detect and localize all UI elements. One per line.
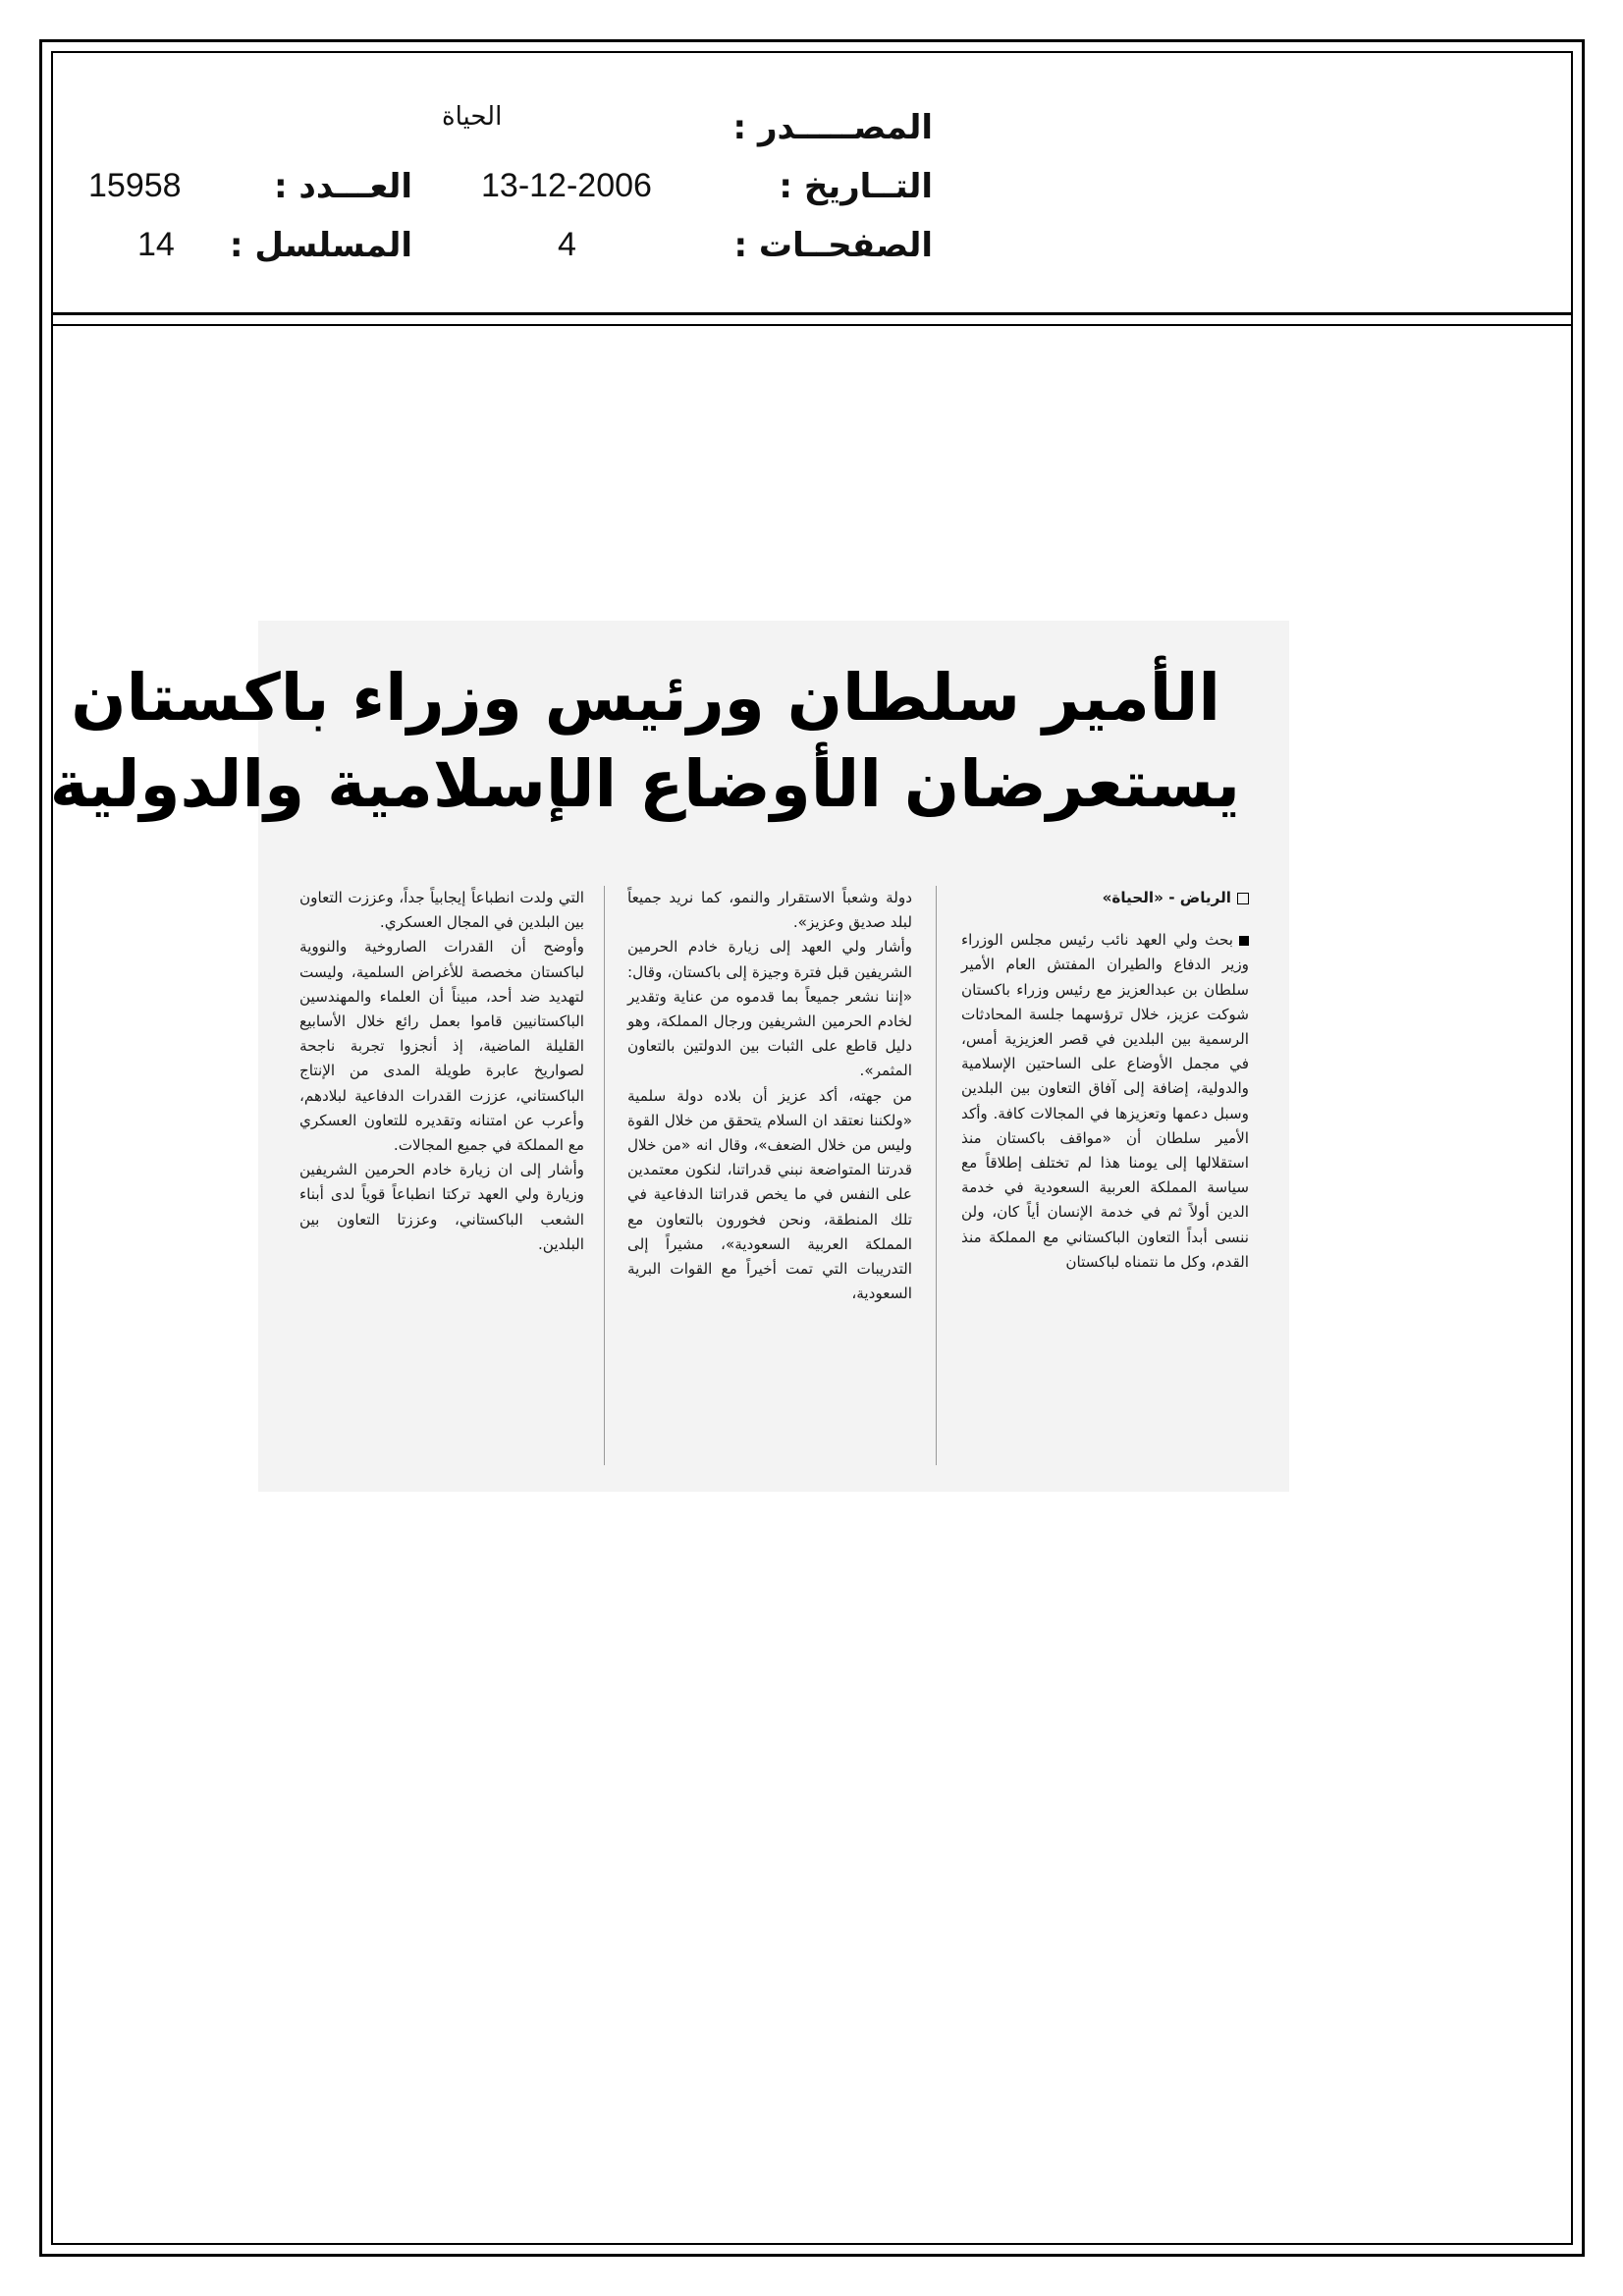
date-value: 13-12-2006	[481, 167, 652, 204]
article-column-1	[961, 886, 1249, 1275]
article-column-3	[299, 886, 584, 1257]
column-2-paragraph-3: من جهته، أكد عزيز أن بلاده دولة سلمية «ولكننا نعتقد ان السلام يتحقق من خلال القوة وليس من خلال الضعف»، وقال انه «من خلال قدرتنا المتواضعة نبني قدراتنا، لنكون معتمدين على النفس في ما يخص قدراتنا الدفاعية في تلك المنطقة، ونحن فخورون بالتعاون مع المملكة العربية السعودية»، مشيراً إلى التدريبات التي تمت أخيراً مع القوات البرية السعودية،	[627, 1086, 912, 1303]
issue-label: العـــدد :	[274, 167, 412, 206]
pages-label: الصفحــات :	[733, 226, 933, 265]
serial-label: المسلسل :	[229, 226, 412, 265]
column-2-paragraph-1: دولة وشعباً الاستقرار والنمو، كما نريد جميعاً لبلد صديق وعزيز».	[627, 889, 912, 932]
column-2-paragraph-2: وأشار ولي العهد إلى زيارة خادم الحرمين الشريفين قبل فترة وجيزة إلى باكستان، وقال: «إننا نشعر جميعاً بما قدموه من عناية وتقدير لخادم الحرمين الشريفين ورجال المملكة، وهو دليل قاطع على الثبات بين الدولتين بالتعاون المثمر».	[627, 938, 912, 1080]
news-clipping	[49, 621, 1289, 1492]
byline: الرياض - «الحياة»	[1102, 889, 1231, 906]
column-divider	[604, 886, 605, 1465]
source-value: الحياة	[442, 102, 503, 132]
column-3-paragraph-2: وأوضح أن القدرات الصاروخية والنووية لباكستان مخصصة للأغراض السلمية، وليست لتهديد ضد أحد، مبيناً أن العلماء والمهندسين الباكستانيين قاموا بعمل رائع خلال الأسابيع القليلة الماضية، إذ أنجزوا تجربة ناجحة لصواريخ عابرة طويلة المدى من الإنتاج الباكستاني، عززت القدرات الدفاعية لبلادهم، وأعرب عن امتنانه وتقديره للتعاون العسكري مع المملكة في جميع المجالات.	[299, 938, 584, 1155]
headline-line-1: الأمير سلطان ورئيس وزراء باكستان	[71, 660, 1220, 736]
date-label: التــاريخ :	[779, 167, 933, 206]
column-divider	[936, 886, 937, 1465]
article-column-2	[627, 886, 912, 1306]
square-bullet-icon	[1239, 936, 1249, 946]
header-divider	[51, 312, 1573, 315]
serial-value: 14	[137, 226, 175, 263]
column-1-text: بحث ولي العهد نائب رئيس مجلس الوزراء وزير الدفاع والطيران المفتش العام الأمير سلطان بن عبدالعزيز مع رئيس وزراء باكستان شوكت عزيز، خلال ترؤسهما جلسة المحادثات الرسمية بين البلدين في قصر العزيزية أمس، في مجمل الأوضاع على الساحتين الإسلامية والدولية، إضافة إلى آفاق التعاون بين البلدين وسبل دعمها وتعزيزها في المجالات كافة. وأكد الأمير سلطان أن «مواقف باكستان منذ استقلالها إلى يومنا هذا لم تختلف إطلاقاً مع سياسة المملكة العربية السعودية في خدمة الدين أولاً ثم في خدمة الإنسان أياً كان، ولن ننسى أبداً التعاون الباكستاني مع المملكة منذ القدم، وكل ما نتمناه لباكستان	[961, 931, 1249, 1271]
column-3-paragraph-1: التي ولدت انطباعاً إيجابياً جداً، وعززت التعاون بين البلدين في المجال العسكري.	[299, 889, 584, 932]
issue-value: 15958	[88, 167, 182, 204]
pages-value: 4	[558, 226, 576, 263]
headline-line-2: يستعرضان الأوضاع الإسلامية والدولية	[49, 746, 1240, 822]
header-divider-double	[51, 324, 1573, 326]
square-outline-icon	[1237, 893, 1249, 904]
column-3-paragraph-3: وأشار إلى ان زيارة خادم الحرمين الشريفين وزيارة ولي العهد تركتا انطباعاً قوياً لدى أبناء الشعب الباكستاني، وعززتا التعاون بين البلدين.	[299, 1161, 584, 1253]
source-label: المصـــــدر :	[732, 108, 933, 147]
